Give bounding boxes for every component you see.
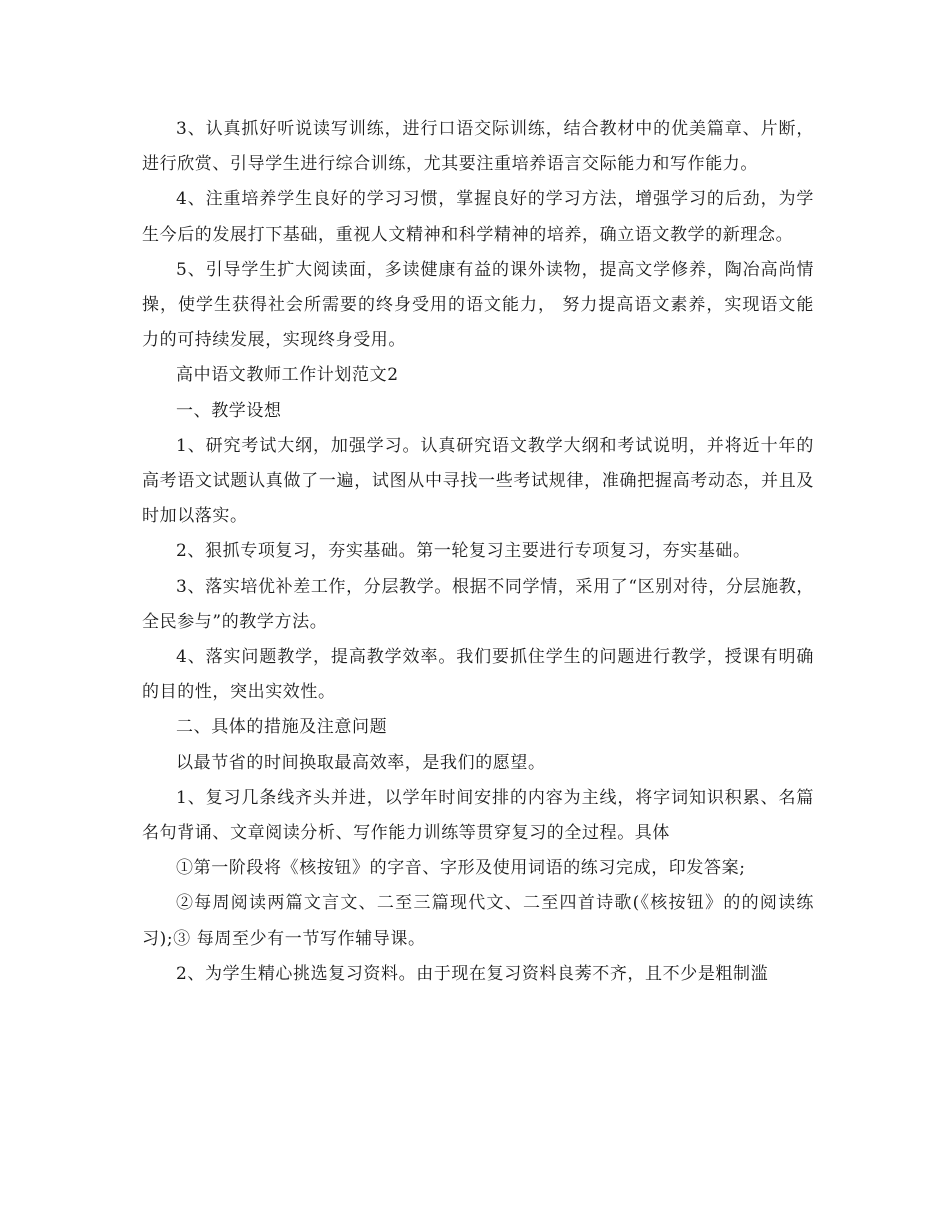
section-title-plan-2: 高中语文教师工作计划范文2 (176, 365, 399, 386)
document-body (142, 112, 814, 992)
heading-teaching-ideas: 一、教学设想 (176, 400, 282, 421)
paragraph-efficiency: 以最节省的时间换取最高效率，是我们的愿望。 (176, 752, 546, 773)
paragraph-4-problem-teaching: 4、落实问题教学，提高教学效率。我们要抓住学生的问题进行教学，授课有明确的目的性，突出实效性。 (142, 647, 814, 703)
paragraph-weekly-reading: ②每周阅读两篇文言文、二至三篇现代文、二至四首诗歌(《核按钮》的的阅读练习);③ 每周至少有一节写作辅导课。 (142, 893, 814, 949)
paragraph-stage-one: ①第一阶段将《核按钮》的字音、字形及使用词语的练习完成，印发答案; (176, 858, 746, 879)
paragraph-2-special-review: 2、狠抓专项复习，夯实基础。第一轮复习主要进行专项复习，夯实基础。 (176, 541, 751, 562)
paragraph-5-reading: 5、引导学生扩大阅读面，多读健康有益的课外读物，提高文学修养，陶冶高尚情操，使学生获得社会所需要的终身受用的语文能力， 努力提高语文素养，实现语文能力的可持续发展，实现终身受用。 (142, 259, 814, 351)
heading-measures: 二、具体的措施及注意问题 (176, 717, 388, 738)
paragraph-1-exam-outline: 1、研究考试大纲，加强学习。认真研究语文教学大纲和考试说明，并将近十年的高考语文试题认真做了一遍，试图从中寻找一些考试规律，准确把握高考动态，并且及时加以落实。 (142, 435, 814, 527)
paragraph-1-review-lines: 1、复习几条线齐头并进，以学年时间安排的内容为主线，将字词知识积累、名篇名句背诵、文章阅读分析、写作能力训练等贯穿复习的全过程。具体 (142, 787, 814, 844)
paragraph-3-listening-speaking: 3、认真抓好听说读写训练，进行口语交际训练，结合教材中的优美篇章、片断，进行欣赏、引导学生进行综合训练，尤其要注重培养语言交际能力和写作能力。 (142, 119, 814, 175)
paragraph-4-study-habits: 4、注重培养学生良好的学习习惯，掌握良好的学习方法，增强学习的后劲，为学生今后的发展打下基础，重视人文精神和科学精神的培养，确立语文教学的新理念。 (142, 189, 814, 245)
paragraph-2-materials: 2、为学生精心挑选复习资料。由于现在复习资料良莠不齐，且不少是粗制滥 (176, 963, 769, 984)
paragraph-3-tiered-teaching: 3、落实培优补差工作，分层教学。根据不同学情，采用了“区别对待，分层施教，全民参与”的教学方法。 (142, 576, 814, 632)
